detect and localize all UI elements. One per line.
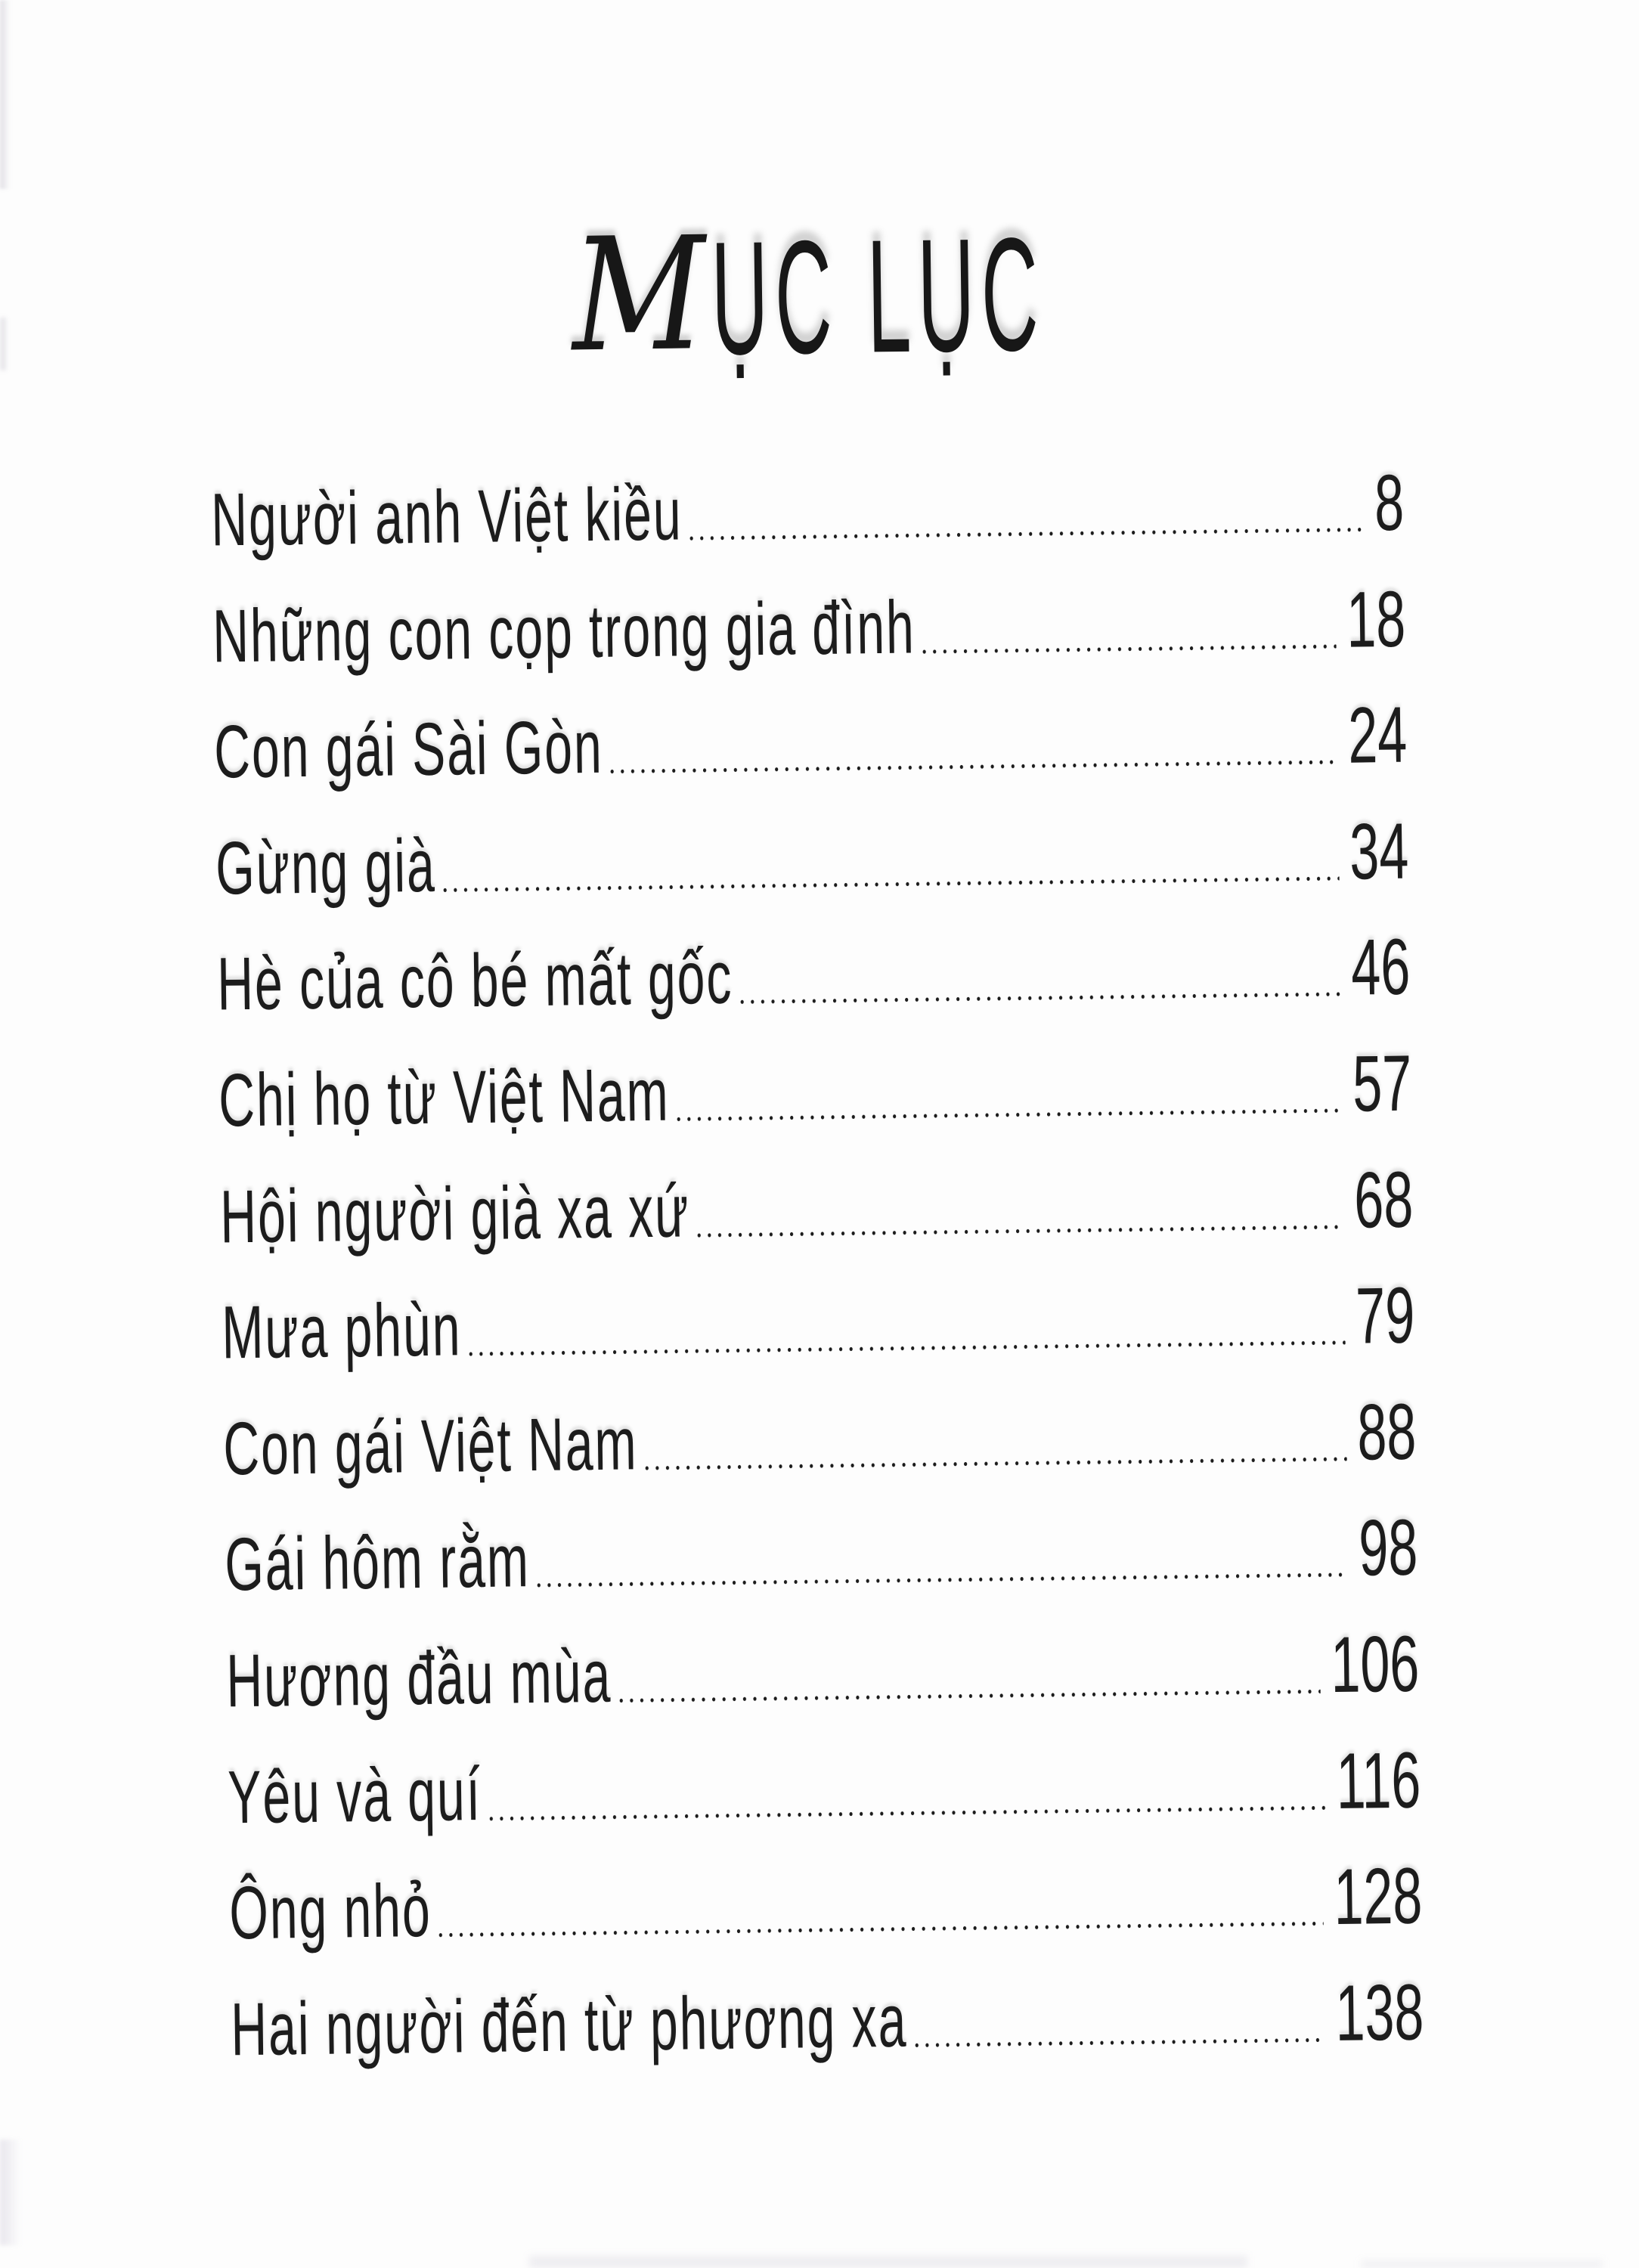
entry-page-number: 57 — [1352, 1039, 1412, 1129]
page-title-initial: M — [571, 203, 702, 387]
dot-leader — [536, 1572, 1349, 1588]
entry-title: Hương đầu mùa — [225, 1633, 612, 1723]
dot-leader — [438, 1920, 1324, 1938]
toc-list — [210, 458, 1425, 2127]
dot-leader — [676, 1108, 1343, 1123]
dot-leader — [689, 526, 1365, 541]
entry-title: Hè của cô bé mất gốc — [216, 934, 734, 1026]
dot-leader — [739, 991, 1341, 1005]
dot-leader — [609, 759, 1338, 775]
entry-page-number: 46 — [1350, 922, 1411, 1012]
entry-title: Con gái Sài Gòn — [213, 704, 604, 794]
entry-title: Hai người đến từ phương xa — [230, 1978, 908, 2071]
page-title — [0, 203, 1629, 390]
dot-leader — [922, 643, 1337, 655]
entry-title: Con gái Việt Nam — [222, 1401, 639, 1491]
dot-leader — [468, 1340, 1346, 1357]
toc-entry-row — [230, 1967, 1425, 2126]
dot-leader — [696, 1223, 1344, 1238]
entry-title: Hội người già xa xứ — [219, 1167, 690, 1259]
dot-leader — [442, 875, 1340, 894]
entry-title: Gái hôm rằm — [224, 1518, 531, 1606]
entry-page-number: 98 — [1358, 1503, 1418, 1593]
entry-page-number: 79 — [1355, 1271, 1415, 1361]
entry-page-number: 68 — [1353, 1154, 1414, 1244]
entry-page-number: 128 — [1333, 1851, 1424, 1941]
entry-title: Ông nhỏ — [228, 1868, 432, 1955]
dot-leader — [488, 1805, 1326, 1822]
page-title-rest: ỤC LỤC — [710, 205, 1046, 390]
entry-title: Mưa phùn — [221, 1287, 463, 1374]
scan-artifact-bottom-right — [1361, 2260, 1603, 2268]
entry-title: Chị họ từ Việt Nam — [218, 1052, 671, 1142]
entry-page-number: 18 — [1346, 574, 1406, 664]
entry-page-number: 138 — [1334, 1967, 1425, 2058]
entry-title: Người anh Việt kiều — [210, 471, 683, 562]
dot-leader — [644, 1456, 1347, 1471]
entry-page-number: 88 — [1356, 1387, 1417, 1476]
entry-page-number: 24 — [1347, 690, 1408, 780]
entry-title: Những con cọp trong gia đình — [212, 584, 916, 678]
dot-leader — [914, 2037, 1325, 2048]
entry-page-number: 34 — [1349, 806, 1409, 896]
entry-page-number: 116 — [1335, 1735, 1422, 1826]
entry-page-number: 8 — [1374, 458, 1405, 547]
entry-page-number: 106 — [1330, 1619, 1421, 1709]
dot-leader — [618, 1688, 1320, 1703]
entry-title: Gừng già — [215, 823, 437, 910]
entry-title: Yêu và quí — [227, 1751, 482, 1839]
